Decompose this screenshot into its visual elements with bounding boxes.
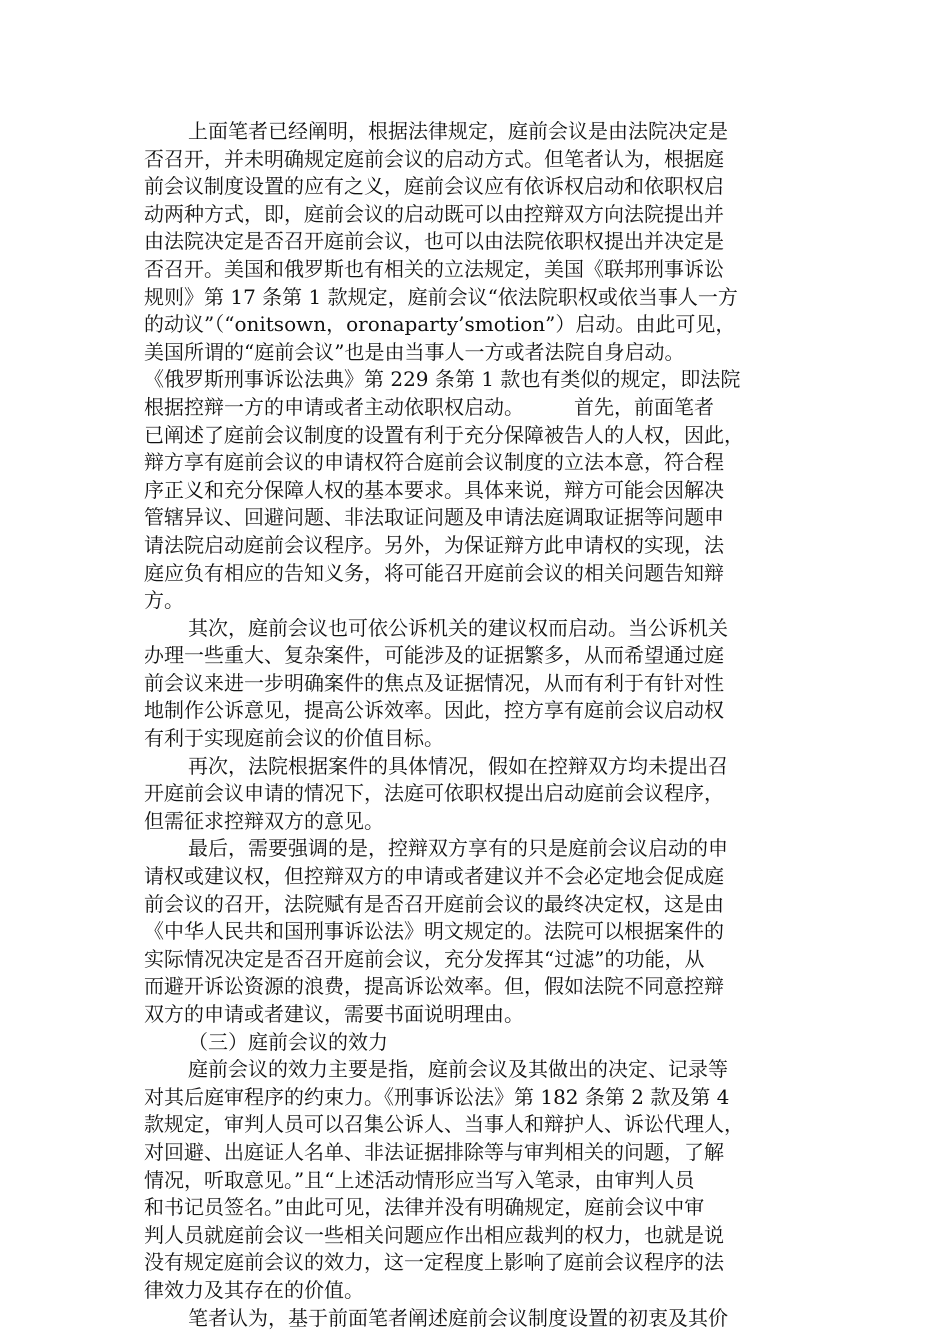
paragraph-line: 办理一些重大、复杂案件，可能涉及的证据繁多，从而希望通过庭	[144, 643, 724, 668]
paragraph-line: 而避开诉讼资源的浪费，提高诉讼效率。但，假如法院不同意控辩	[144, 974, 724, 999]
paragraph-line: 双方的申请或者建议，需要书面说明理由。	[144, 1002, 524, 1026]
paragraph-line: 情况，听取意见。”且“上述活动情形应当写入笔录，由审判人员	[144, 1167, 695, 1192]
section-heading: （三）庭前会议的效力	[188, 1029, 388, 1054]
paragraph-line: 规则》第 17 条第 1 款规定，庭前会议“依法院职权或依当事人一方	[144, 284, 738, 309]
paragraph-line: 已阐述了庭前会议制度的设置有利于充分保障被告人的人权，因此，	[144, 422, 744, 447]
paragraph-line: 最后，需要强调的是，控辩双方享有的只是庭前会议启动的申	[188, 836, 728, 861]
document-body	[144, 118, 808, 1332]
paragraph-line: 实际情况决定是否召开庭前会议，充分发挥其“过滤”的功能，从	[144, 946, 705, 971]
paragraph-line: 否召开。美国和俄罗斯也有相关的立法规定，美国《联邦刑事诉讼	[144, 256, 724, 281]
paragraph-line: 《中华人民共和国刑事诉讼法》明文规定的。法院可以根据案件的	[144, 919, 724, 944]
paragraph-line: 的动议”（“onitsown，oronaparty’smotion”）启动。由此可见，	[144, 312, 736, 337]
paragraph-line: 开庭前会议申请的情况下，法庭可依职权提出启动庭前会议程序，	[144, 781, 724, 806]
paragraph-line: 前会议制度设置的应有之义，庭前会议应有依诉权启动和依职权启	[144, 174, 724, 199]
paragraph-line: 美国所谓的“庭前会议”也是由当事人一方或者法院自身启动。	[144, 339, 685, 364]
paragraph-line: 款规定，审判人员可以召集公诉人、当事人和辩护人、诉讼代理人，	[144, 1112, 744, 1137]
paragraph-line: 和书记员签名。”由此可见，法律并没有明确规定，庭前会议中审	[144, 1195, 705, 1220]
paragraph-line: 前会议来进一步明确案件的焦点及证据情况，从而有利于有针对性	[144, 670, 724, 695]
paragraph-line: 其次，庭前会议也可依公诉机关的建议权而启动。当公诉机关	[188, 615, 728, 640]
paragraph-line: 方。	[144, 588, 184, 613]
paragraph-line: 对其后庭审程序的约束力。《刑事诉讼法》第 182 条第 2 款及第 4	[144, 1084, 730, 1109]
paragraph-line: 前会议的召开，法院赋有是否召开庭前会议的最终决定权，这是由	[144, 891, 724, 916]
paragraph-line: 律效力及其存在的价值。	[144, 1277, 364, 1302]
paragraph-line: 庭应负有相应的告知义务，将可能召开庭前会议的相关问题告知辩	[144, 560, 724, 585]
paragraph-line: 根据控辩一方的申请或者主动依职权启动。 首先，前面笔者	[144, 394, 714, 419]
paragraph-line: 再次，法院根据案件的具体情况，假如在控辩双方均未提出召	[188, 753, 728, 778]
paragraph-line: 管辖异议、回避问题、非法取证问题及申请法庭调取证据等问题申	[144, 505, 724, 530]
paragraph-line: 笔者认为，基于前面笔者阐述庭前会议制度设置的初衷及其价	[188, 1305, 728, 1330]
paragraph-line: 辩方享有庭前会议的申请权符合庭前会议制度的立法本意，符合程	[144, 450, 724, 475]
paragraph-line: 由法院决定是否召开庭前会议，也可以由法院依职权提出并决定是	[144, 229, 724, 254]
paragraph-line: 没有规定庭前会议的效力，这一定程度上影响了庭前会议程序的法	[144, 1250, 724, 1275]
paragraph-line: 序正义和充分保障人权的基本要求。具体来说，辩方可能会因解决	[144, 477, 724, 502]
paragraph-line: 有利于实现庭前会议的价值目标。	[144, 726, 444, 751]
paragraph-line: 动两种方式，即，庭前会议的启动既可以由控辩双方向法院提出并	[144, 201, 724, 226]
paragraph-line: 否召开，并未明确规定庭前会议的启动方式。但笔者认为，根据庭	[144, 146, 724, 171]
paragraph-line: 地制作公诉意见，提高公诉效率。因此，控方享有庭前会议启动权	[144, 698, 724, 723]
paragraph-line: 请法院启动庭前会议程序。另外，为保证辩方此申请权的实现，法	[144, 532, 724, 557]
paragraph-line: 判人员就庭前会议一些相关问题应作出相应裁判的权力，也就是说	[144, 1222, 724, 1247]
paragraph-line: 对回避、出庭证人名单、非法证据排除等与审判相关的问题，了解	[144, 1139, 724, 1164]
paragraph-line: 《俄罗斯刑事诉讼法典》第 229 条第 1 款也有类似的规定，即法院	[144, 367, 741, 392]
paragraph-line: 上面笔者已经阐明，根据法律规定，庭前会议是由法院决定是	[188, 119, 728, 143]
paragraph-line: 但需征求控辩双方的意见。	[144, 808, 384, 833]
paragraph-line: 庭前会议的效力主要是指，庭前会议及其做出的决定、记录等	[188, 1057, 728, 1082]
paragraph-line: 请权或建议权，但控辩双方的申请或者建议并不会必定地会促成庭	[144, 864, 724, 889]
